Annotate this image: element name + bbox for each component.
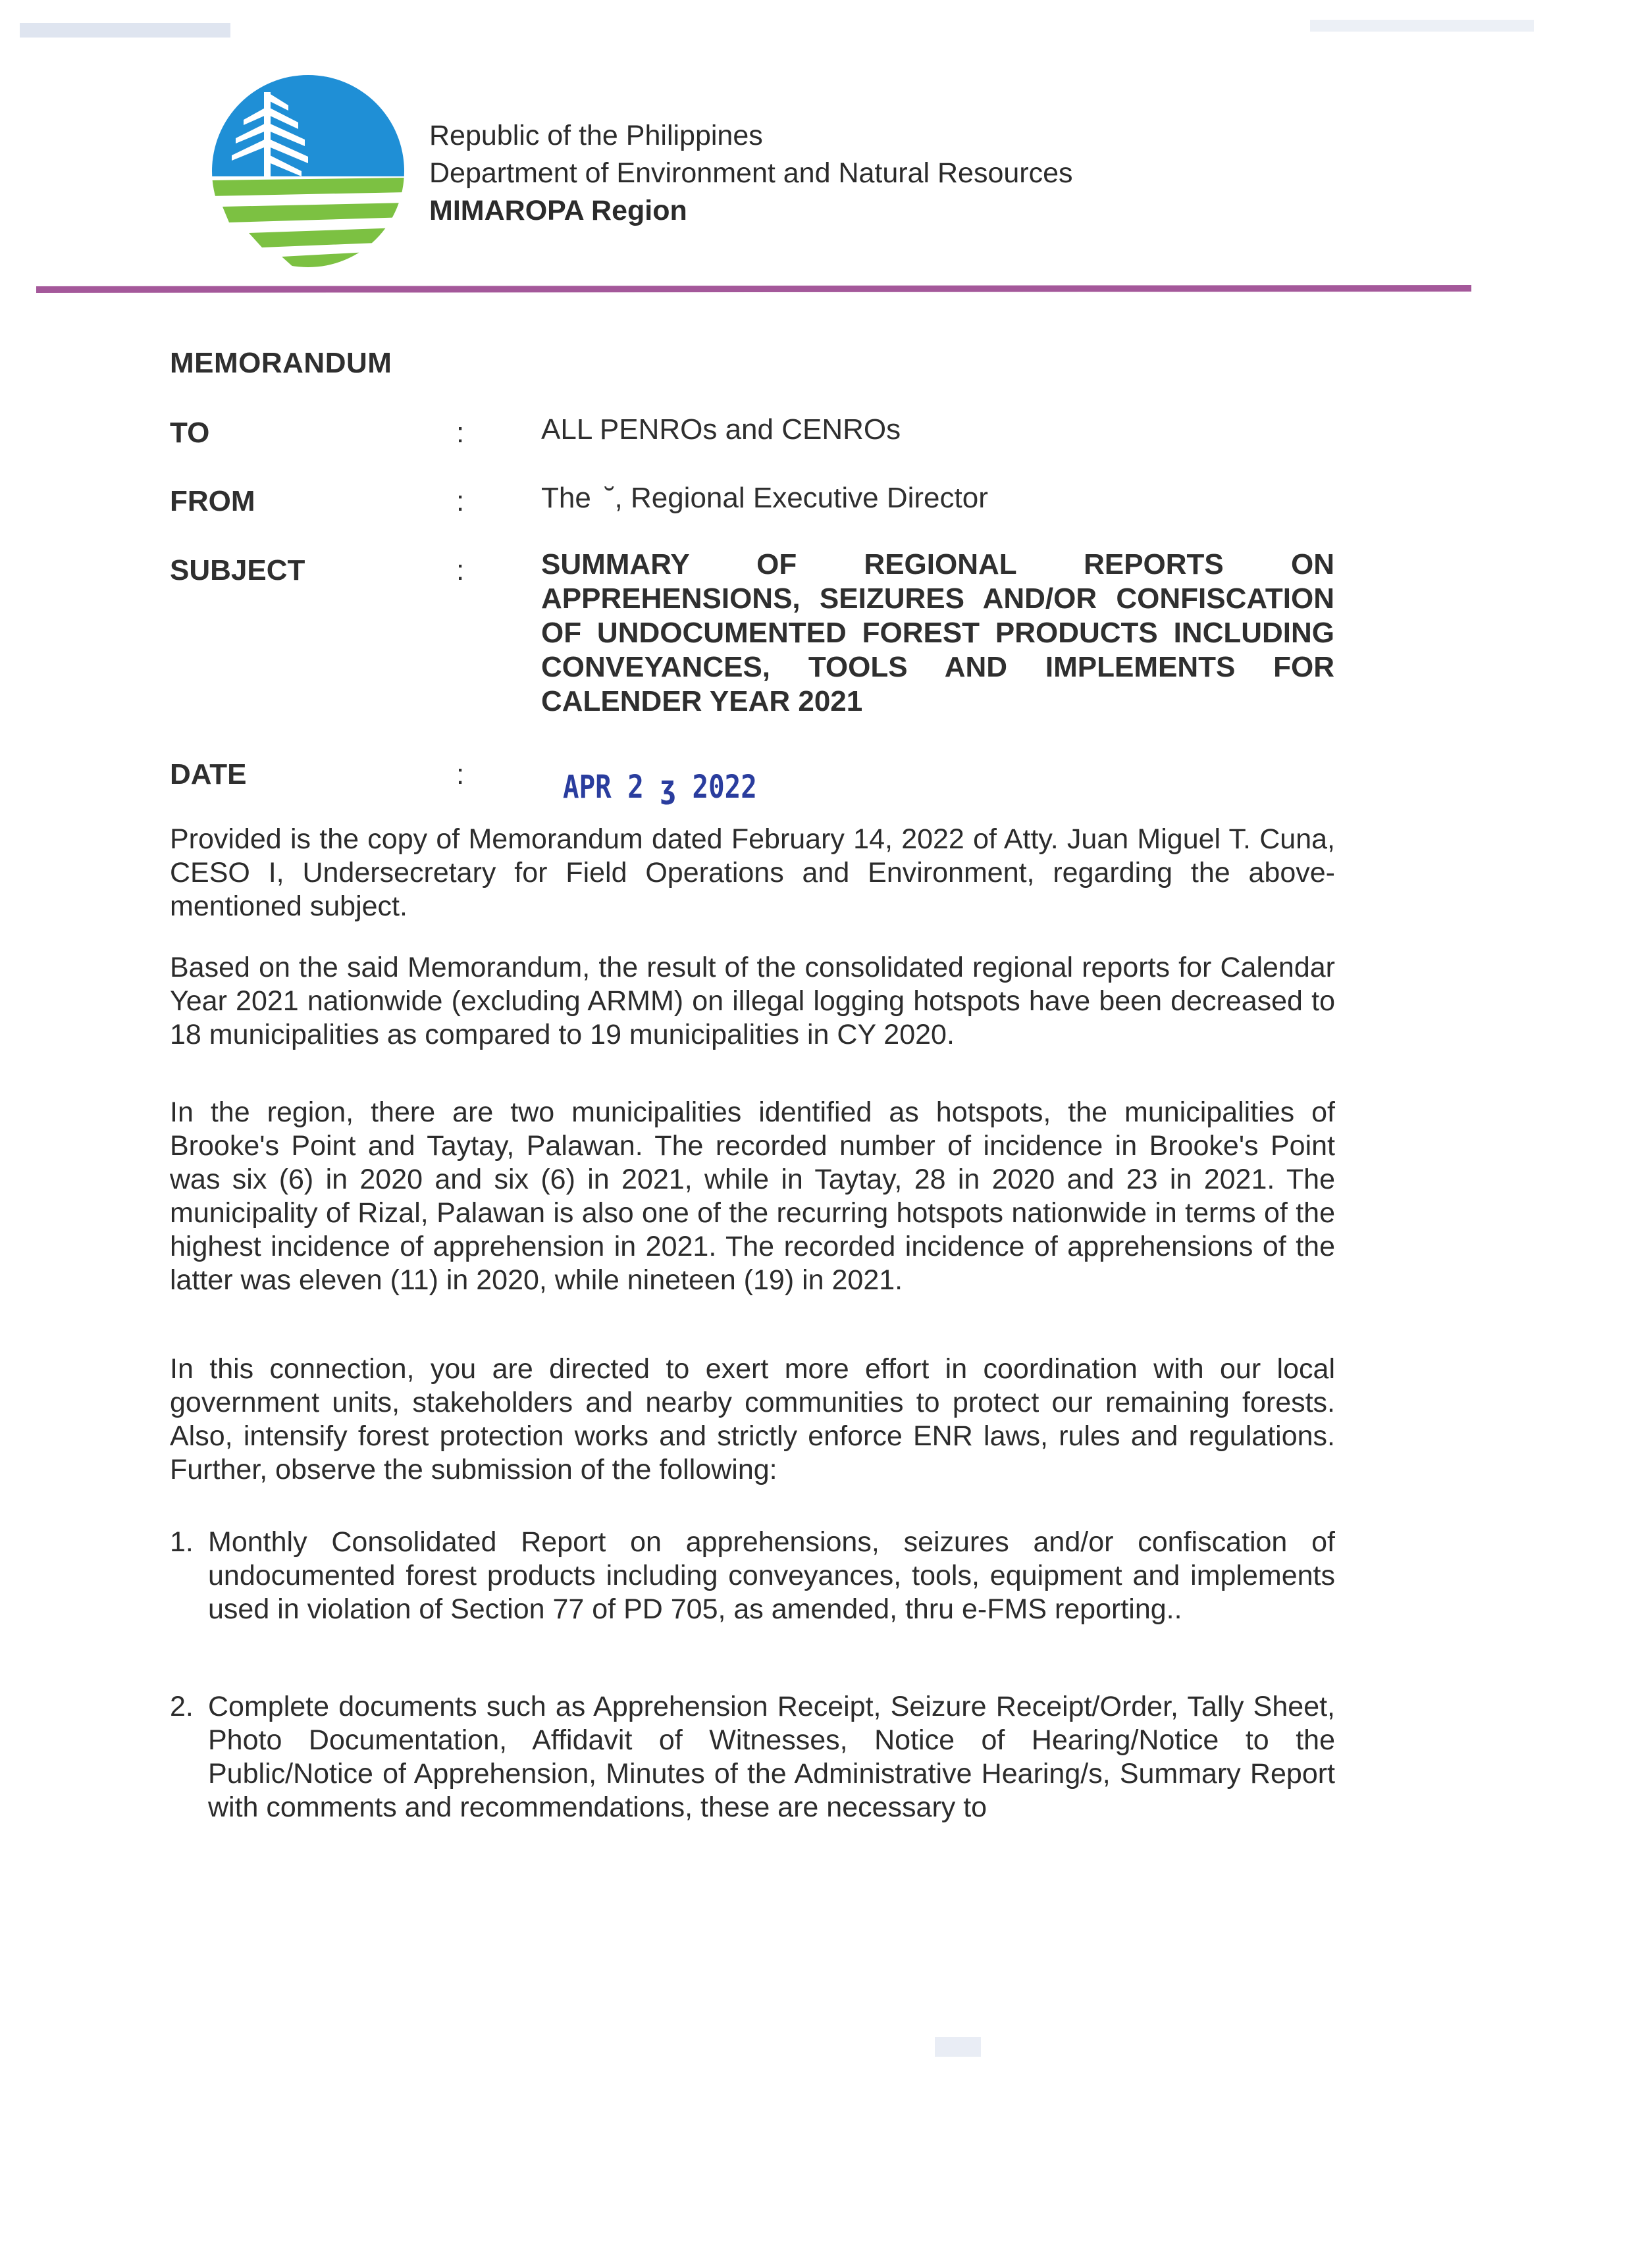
list-item-number: 2. (170, 1691, 194, 1722)
from-label: FROM (170, 485, 255, 517)
from-colon: : (456, 485, 465, 517)
letterhead (429, 117, 1073, 230)
body-paragraph-3: In the region, there are two municipalities identified as hotspots, the municipalities of Brooke's Point and Taytay, Palawan. The recorded number of incidence in Brooke's Point was six (6) in 2020 and six (6) in 2021, while in Taytay, 28 in 2020 and 23 in 2021. The municipality of Rizal, Palawan is also one of the recurring hotspots nationwide in terms of the highest incidence of apprehension in 2021. The recorded incidence of apprehensions of the latter was eleven (11) in 2020, while nineteen (19) in 2021. (170, 1096, 1335, 1296)
to-colon: : (456, 417, 465, 449)
letterhead-line-republic: Republic of the Philippines (429, 120, 763, 151)
subject-value: SUMMARY OF REGIONAL REPORTS ON APPREHENSIONS, SEIZURES AND/OR CONFISCATION OF UNDOCUMENTED FOREST PRODUCTS INCLUDING CONVEYANCES, TOOLS AND IMPLEMENTS FOR CALENDER YEAR 2021 (541, 548, 1334, 717)
date-colon: : (456, 758, 465, 790)
scan-artifact (935, 2037, 981, 2057)
from-value: The ˘, Regional Executive Director (541, 482, 988, 514)
to-value: ALL PENROs and CENROs (541, 413, 901, 446)
scan-artifact (20, 23, 230, 38)
to-label: TO (170, 417, 210, 449)
list-item-text: Monthly Consolidated Report on apprehensions, seizures and/or confiscation of undocumented forest products including conveyances, tools, equipment and implements used in violation of Section 77 of PD 705, as amended, thru e-FMS reporting.. (208, 1526, 1335, 1625)
list-item-text: Complete documents such as Apprehension Receipt, Seizure Receipt/Order, Tally Sheet, Photo Documentation, Affidavit of Witnesses, Notice of Hearing/Notice to the Public/Notice of Apprehension, Minutes of the Administrative Hearing/s, Summary Report with comments and recommendations, these are necessary to (208, 1691, 1335, 1823)
date-stamp: APR 2 ʒ 2022 (563, 769, 757, 806)
body-paragraph-2: Based on the said Memorandum, the result of the consolidated regional reports for Calendar Year 2021 nationwide (excluding ARMM) on illegal logging hotspots have been decreased to 18 municipalities as compared to 19 municipalities in CY 2020. (170, 952, 1335, 1050)
body-paragraph-4: In this connection, you are directed to exert more effort in coordination with our local government units, stakeholders and nearby communities to protect our remaining forests. Also, intensify forest protection works and strictly enforce ENR laws, rules and regulations. Further, observe the submission of the following: (170, 1353, 1335, 1485)
subject-label: SUBJECT (170, 554, 305, 586)
date-label: DATE (170, 758, 247, 790)
list-item (170, 1690, 1335, 1824)
letterhead-line-department: Department of Environment and Natural Resources (429, 157, 1073, 189)
list-item (170, 1526, 1335, 1626)
list-item-number: 1. (170, 1526, 194, 1558)
denr-logo-icon (209, 72, 407, 270)
memo-title: MEMORANDUM (170, 347, 392, 379)
letterhead-line-region: MIMAROPA Region (429, 195, 687, 226)
scan-artifact (1310, 20, 1534, 32)
header-divider (36, 285, 1471, 293)
subject-colon: : (456, 554, 465, 586)
body-paragraph-1: Provided is the copy of Memorandum dated February 14, 2022 of Atty. Juan Miguel T. Cuna, CESO I, Undersecretary for Field Operations and Environment, regarding the above-mentioned subject. (170, 823, 1335, 922)
